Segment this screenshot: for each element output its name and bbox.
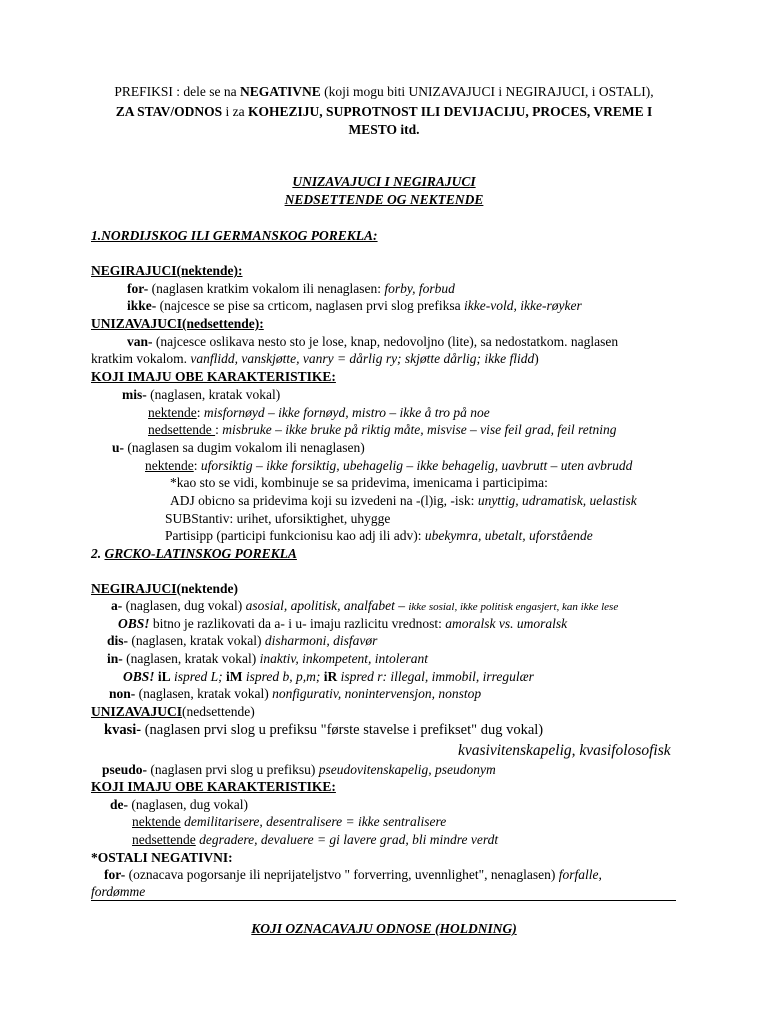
s2-heading: 2. GRCKO-LATINSKOG POREKLA xyxy=(91,546,297,561)
s2-neg-heading: NEGIRAJUCI(nektende) xyxy=(91,581,239,596)
s2-obs-line: OBS! bitno je razlikovati da a- i u- imaju razlicitu vrednost: amoralsk vs. umoralsk xyxy=(118,616,568,631)
s2-non-line: non- (naglasen, kratak vokal) nonfigurativ, nonintervensjon, nonstop xyxy=(109,686,482,701)
intro-line-2: ZA STAV/ODNOS i za KOHEZIJU, SUPROTNOST ILI DEVIJACIJU, PROCES, VREME I xyxy=(115,104,653,119)
s2-for-line-2: fordømme xyxy=(91,884,146,899)
s2-for-line-1: for- (oznacava pogorsanje ili neprijateljstvo " forverring, uvennlighet", nenaglasen) forfalle, xyxy=(104,867,602,882)
section-title-line-1: UNIZAVAJUCI I NEGIRAJUCI xyxy=(292,174,476,189)
s1-heading: 1.NORDIJSKOG ILI GERMANSKOG POREKLA: xyxy=(91,228,378,243)
s2-dis-line: dis- (naglasen, kratak vokal) disharmoni, disfavør xyxy=(107,633,378,648)
s1-mis-line: mis- (naglasen, kratak vokal) xyxy=(122,387,281,402)
s2-a-line: a- (naglasen, dug vokal) asosial, apolitisk, analfabet – ikke sosial, ikke politisk engasjert, kan ikke lese xyxy=(111,598,619,613)
s1-mis-nektende: nektende: misfornøyd – ikke fornøyd, mistro – ikke å tro på noe xyxy=(148,405,490,420)
s1-part-line: Partisipp (participi funkcionisu kao adj ili adv): ubekymra, ubetalt, uforstående xyxy=(165,528,593,543)
s1-subst-line: SUBStantiv: urihet, uforsiktighet, uhygge xyxy=(165,511,391,526)
s2-uni-heading: UNIZAVAJUCI(nedsettende) xyxy=(91,704,255,719)
s1-van-line-1: van- (najcesce oslikava nesto sto je lose, knap, nedovoljno (lite), sa nedostatkom. naglasen xyxy=(127,334,619,349)
s2-both-heading: KOJI IMAJU OBE KARAKTERISTIKE: xyxy=(91,779,336,794)
s1-u-line: u- (naglasen sa dugim vokalom ili nenaglasen) xyxy=(112,440,365,455)
s1-u-nektende: nektende: uforsiktig – ikke forsiktig, ubehagelig – ikke behagelig, uavbrutt – uten avbrudd xyxy=(145,458,633,473)
s1-for-line: for- (naglasen kratkim vokalom ili nenaglasen: forby, forbud xyxy=(127,281,455,296)
s1-mis-nedsettende: nedsettende : misbruke – ikke bruke på riktig måte, misvise – vise feil grad, feil retning xyxy=(148,422,617,437)
s1-both-heading: KOJI IMAJU OBE KARAKTERISTIKE: xyxy=(91,369,336,384)
s2-pseudo-line: pseudo- (naglasen prvi slog u prefiksu) pseudovitenskapelig, pseudonym xyxy=(102,762,496,777)
s2-de-nedsettende: nedsettende degradere, devaluere = gi lavere grad, bli mindre verdt xyxy=(132,832,499,847)
s2-kvasi-line-2: kvasivitenskapelig, kvasifolosofisk xyxy=(458,742,671,759)
s2-de-nektende: nektende demilitarisere, desentralisere = ikke sentralisere xyxy=(132,814,447,829)
s2-obs2-line: OBS! iL ispred L; iM ispred b, p,m; iR ispred r: illegal, immobil, irregulær xyxy=(123,669,534,684)
s1-uni-heading: UNIZAVAJUCI(nedsettende): xyxy=(91,316,264,331)
s1-van-line-2: kratkim vokalom. vanflidd, vanskjøtte, vanry = dårlig ry; skjøtte dårlig; ikke flidd) xyxy=(91,351,539,366)
section-title-line-2: NEDSETTENDE OG NEKTENDE xyxy=(284,192,484,207)
s2-de-line: de- (naglasen, dug vokal) xyxy=(110,797,248,812)
s1-u-note: *kao sto se vidi, kombinuje se sa pridevima, imenicama i participima: xyxy=(170,475,548,490)
s2-in-line: in- (naglasen, kratak vokal) inaktiv, inkompetent, intolerant xyxy=(107,651,429,666)
s1-neg-heading: NEGIRAJUCI(nektende): xyxy=(91,263,243,278)
horizontal-rule xyxy=(91,900,676,901)
s2-kvasi-line-1: kvasi- (naglasen prvi slog u prefiksu "første stavelse i prefikset" dug vokal) xyxy=(104,722,544,738)
s1-ikke-line: ikke- (najcesce se pise sa crticom, naglasen prvi slog prefiksa ikke-vold, ikke-røyker xyxy=(127,298,582,313)
intro-line-1: PREFIKSI : dele se na NEGATIVNE (koji mogu biti UNIZAVAJUCI i NEGIRAJUCI, i OSTALI), xyxy=(114,84,654,99)
next-section-title: KOJI OZNACAVAJU ODNOSE (HOLDNING) xyxy=(251,921,517,936)
s2-other-heading: *OSTALI NEGATIVNI: xyxy=(91,850,233,865)
s1-adj-line: ADJ obicno sa pridevima koji su izvedeni na -(l)ig, -isk: unyttig, udramatisk, uelastisk xyxy=(170,493,637,508)
intro-line-3: MESTO itd. xyxy=(348,122,420,137)
